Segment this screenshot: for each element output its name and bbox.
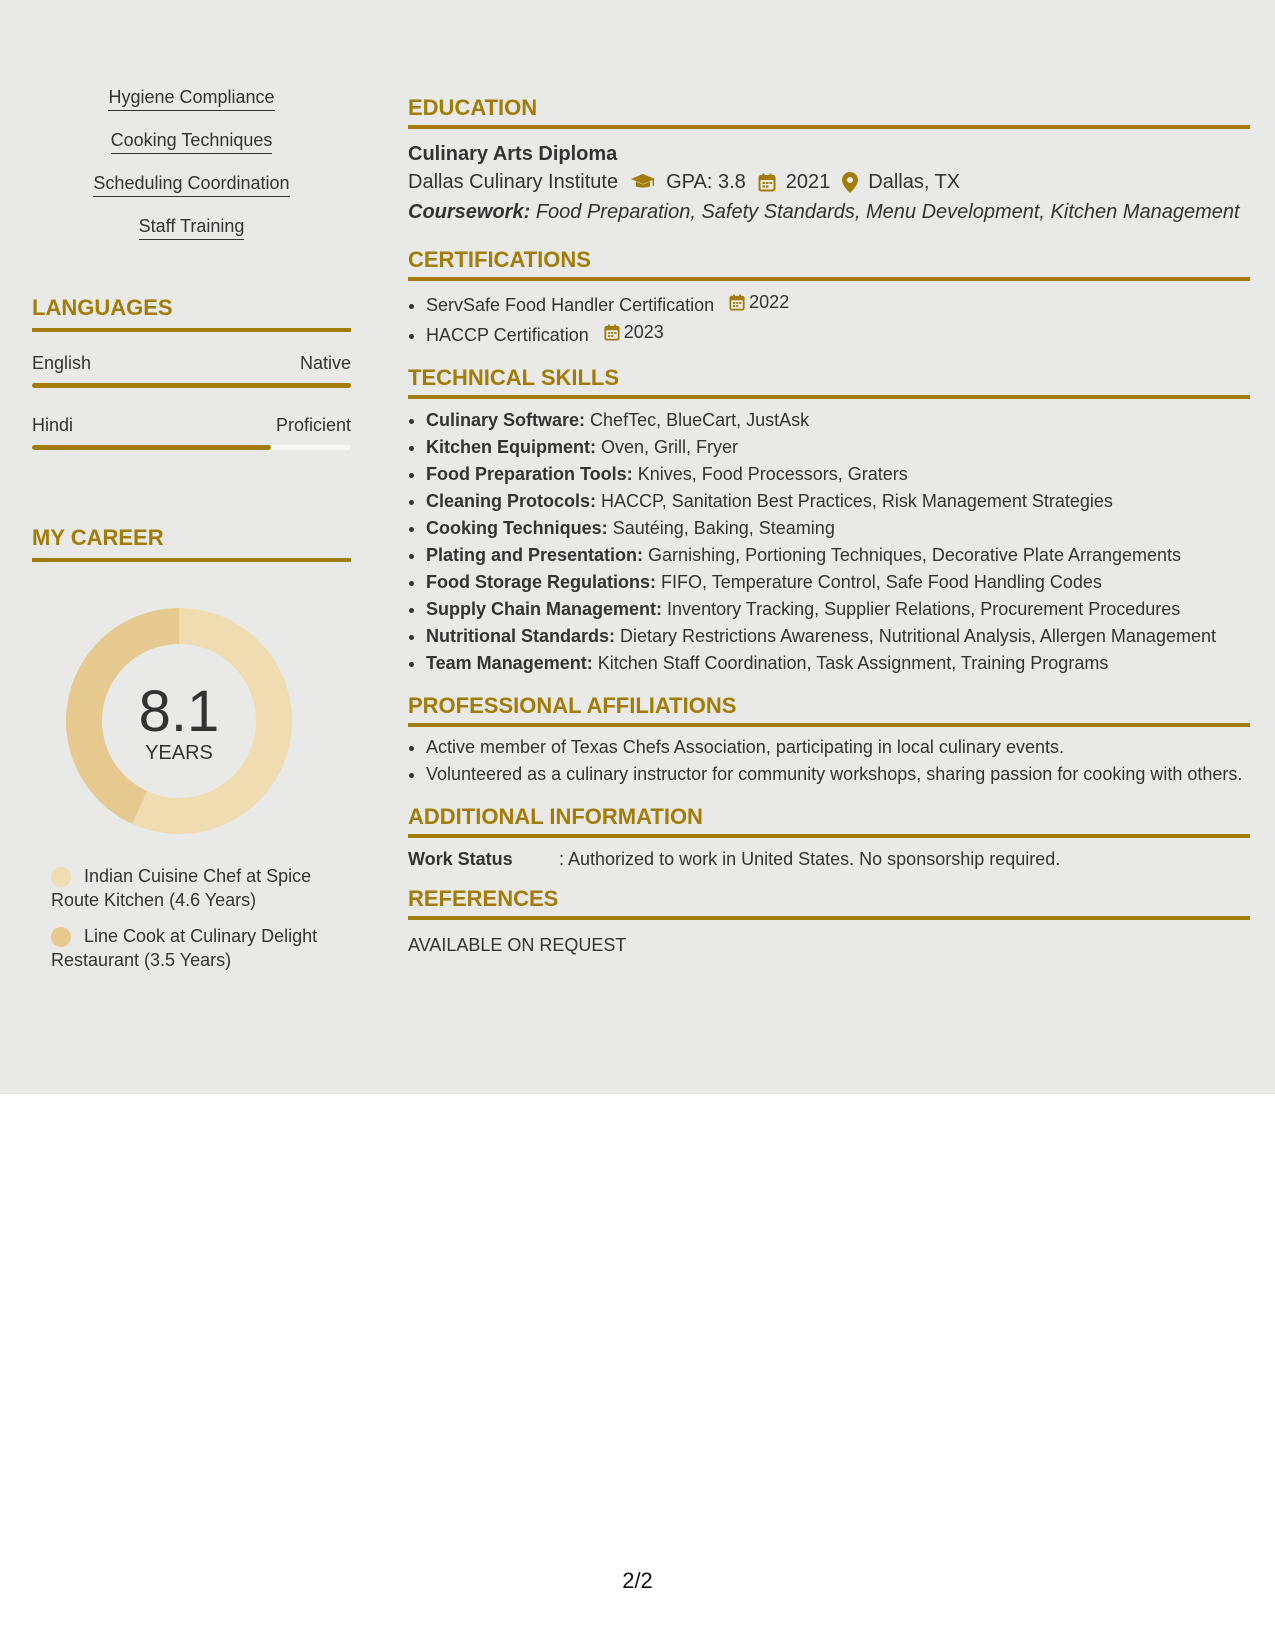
certifications-heading: CERTIFICATIONS <box>408 247 1250 281</box>
affiliation-item: • Active member of Texas Chefs Association, participating in local culinary events. <box>426 735 1250 759</box>
certifications-section <box>408 247 1250 349</box>
career-total-unit: YEARS <box>145 742 213 764</box>
skill-tags <box>32 86 351 258</box>
technical-skill-item <box>426 434 1250 461</box>
calendar-icon <box>729 294 745 311</box>
skill-values: Knives, Food Processors, Graters <box>637 464 908 484</box>
additional-info-section <box>408 804 1250 872</box>
skill-category: Plating and Presentation: <box>426 545 644 565</box>
technical-skill-item <box>426 407 1250 434</box>
right-column <box>408 95 1250 970</box>
skill-values: Oven, Grill, Fryer <box>601 437 739 457</box>
language-bar-fill <box>32 445 271 450</box>
skill-values: ChefTec, BlueCart, JustAsk <box>590 410 810 430</box>
skill-tag: Hygiene Compliance <box>108 86 274 111</box>
work-status-row <box>408 846 1250 872</box>
language-english <box>32 352 351 388</box>
certification-year: 2022 <box>749 292 790 312</box>
certification-list <box>408 289 1250 349</box>
gpa: GPA: 3.8 <box>666 171 746 193</box>
calendar-icon <box>758 173 776 192</box>
skill-tag: Cooking Techniques <box>111 129 273 154</box>
language-name: English <box>32 353 92 373</box>
skill-category: Culinary Software: <box>426 410 586 430</box>
technical-skills-section <box>408 365 1250 677</box>
skill-values: Garnishing, Portioning Techniques, Decorative Plate Arrangements <box>648 545 1182 565</box>
skill-tag: Staff Training <box>139 215 245 240</box>
degree-title: Culinary Arts Diploma <box>408 143 618 165</box>
affiliation-item: • Volunteered as a culinary instructor for community workshops, sharing passion for cooking with others. <box>426 762 1250 786</box>
location-pin-icon <box>842 172 858 193</box>
education-details <box>408 167 1250 197</box>
affiliations-list <box>408 735 1250 786</box>
language-bar <box>32 383 351 388</box>
legend-dot <box>51 867 71 887</box>
affiliations-section <box>408 693 1250 786</box>
technical-skill-item <box>426 596 1250 623</box>
work-status-value: : Authorized to work in United States. No sponsorship required. <box>559 849 1061 869</box>
education-section <box>408 95 1250 227</box>
additional-info-heading: ADDITIONAL INFORMATION <box>408 804 1250 838</box>
language-level: Native <box>299 353 351 373</box>
technical-skills-heading: TECHNICAL SKILLS <box>408 365 1250 399</box>
certification-item <box>426 289 1250 319</box>
languages-heading: LANGUAGES <box>32 294 351 332</box>
language-bar <box>32 445 351 450</box>
technical-skills-list <box>408 407 1250 677</box>
career-heading: MY CAREER <box>32 524 351 562</box>
skill-values: FIFO, Temperature Control, Safe Food Handling Codes <box>661 572 1102 592</box>
career-total-value: 8.1 <box>138 679 220 744</box>
school-location: Dallas, TX <box>868 171 961 193</box>
skill-values: Sautéing, Baking, Steaming <box>612 518 835 538</box>
skill-category: Kitchen Equipment: <box>426 437 596 457</box>
skill-category: Cooking Techniques: <box>426 518 608 538</box>
skill-values: Dietary Restrictions Awareness, Nutritional Analysis, Allergen Management <box>620 626 1216 646</box>
school-name: Dallas Culinary Institute <box>408 171 619 193</box>
language-level: Proficient <box>275 415 351 435</box>
language-bar-fill <box>32 383 351 388</box>
affiliations-heading: PROFESSIONAL AFFILIATIONS <box>408 693 1250 727</box>
technical-skill-item <box>426 650 1250 677</box>
left-column <box>32 86 351 972</box>
skill-values: HACCP, Sanitation Best Practices, Risk Management Strategies <box>601 491 1113 511</box>
references-section <box>408 886 1250 958</box>
career-item <box>51 864 351 912</box>
career-item-label: Indian Cuisine Chef at Spice Route Kitchen (4.6 Years) <box>51 866 312 910</box>
technical-skill-item <box>426 623 1250 650</box>
coursework-label: Coursework: <box>408 201 531 223</box>
certification-name: HACCP Certification <box>426 325 589 345</box>
coursework <box>408 197 1250 227</box>
career-legend <box>32 864 351 972</box>
technical-skill-item <box>426 569 1250 596</box>
graduation-cap-icon <box>630 173 656 191</box>
language-name: Hindi <box>32 415 74 435</box>
technical-skill-item <box>426 542 1250 569</box>
references-text: AVAILABLE ON REQUEST <box>408 935 627 955</box>
skill-category: Food Storage Regulations: <box>426 572 657 592</box>
technical-skill-item <box>426 488 1250 515</box>
skill-category: Nutritional Standards: <box>426 626 616 646</box>
certification-name: ServSafe Food Handler Certification <box>426 295 715 315</box>
skill-category: Food Preparation Tools: <box>426 464 633 484</box>
references-heading: REFERENCES <box>408 886 1250 920</box>
career-item-label: Line Cook at Culinary Delight Restaurant (3.5 Years) <box>51 926 318 970</box>
skill-tag: Scheduling Coordination <box>93 172 289 197</box>
career-donut <box>66 608 292 834</box>
skill-category: Team Management: <box>426 653 593 673</box>
skill-values: Kitchen Staff Coordination, Task Assignment, Training Programs <box>597 653 1109 673</box>
graduation-year: 2021 <box>785 171 831 193</box>
certification-item <box>426 319 1250 349</box>
work-status-label: Work Status <box>408 849 513 869</box>
page-number: 2/2 <box>622 1568 653 1593</box>
coursework-list: Food Preparation, Safety Standards, Menu Development, Kitchen Management <box>535 201 1240 223</box>
technical-skill-item <box>426 515 1250 542</box>
certification-year: 2023 <box>623 322 664 342</box>
technical-skill-item <box>426 461 1250 488</box>
skill-category: Supply Chain Management: <box>426 599 663 619</box>
legend-dot <box>51 927 71 947</box>
language-hindi <box>32 414 351 450</box>
education-heading: EDUCATION <box>408 95 1250 129</box>
career-item <box>51 924 351 972</box>
calendar-icon <box>604 324 620 341</box>
skill-category: Cleaning Protocols: <box>426 491 597 511</box>
skill-values: Inventory Tracking, Supplier Relations, Procurement Procedures <box>667 599 1181 619</box>
